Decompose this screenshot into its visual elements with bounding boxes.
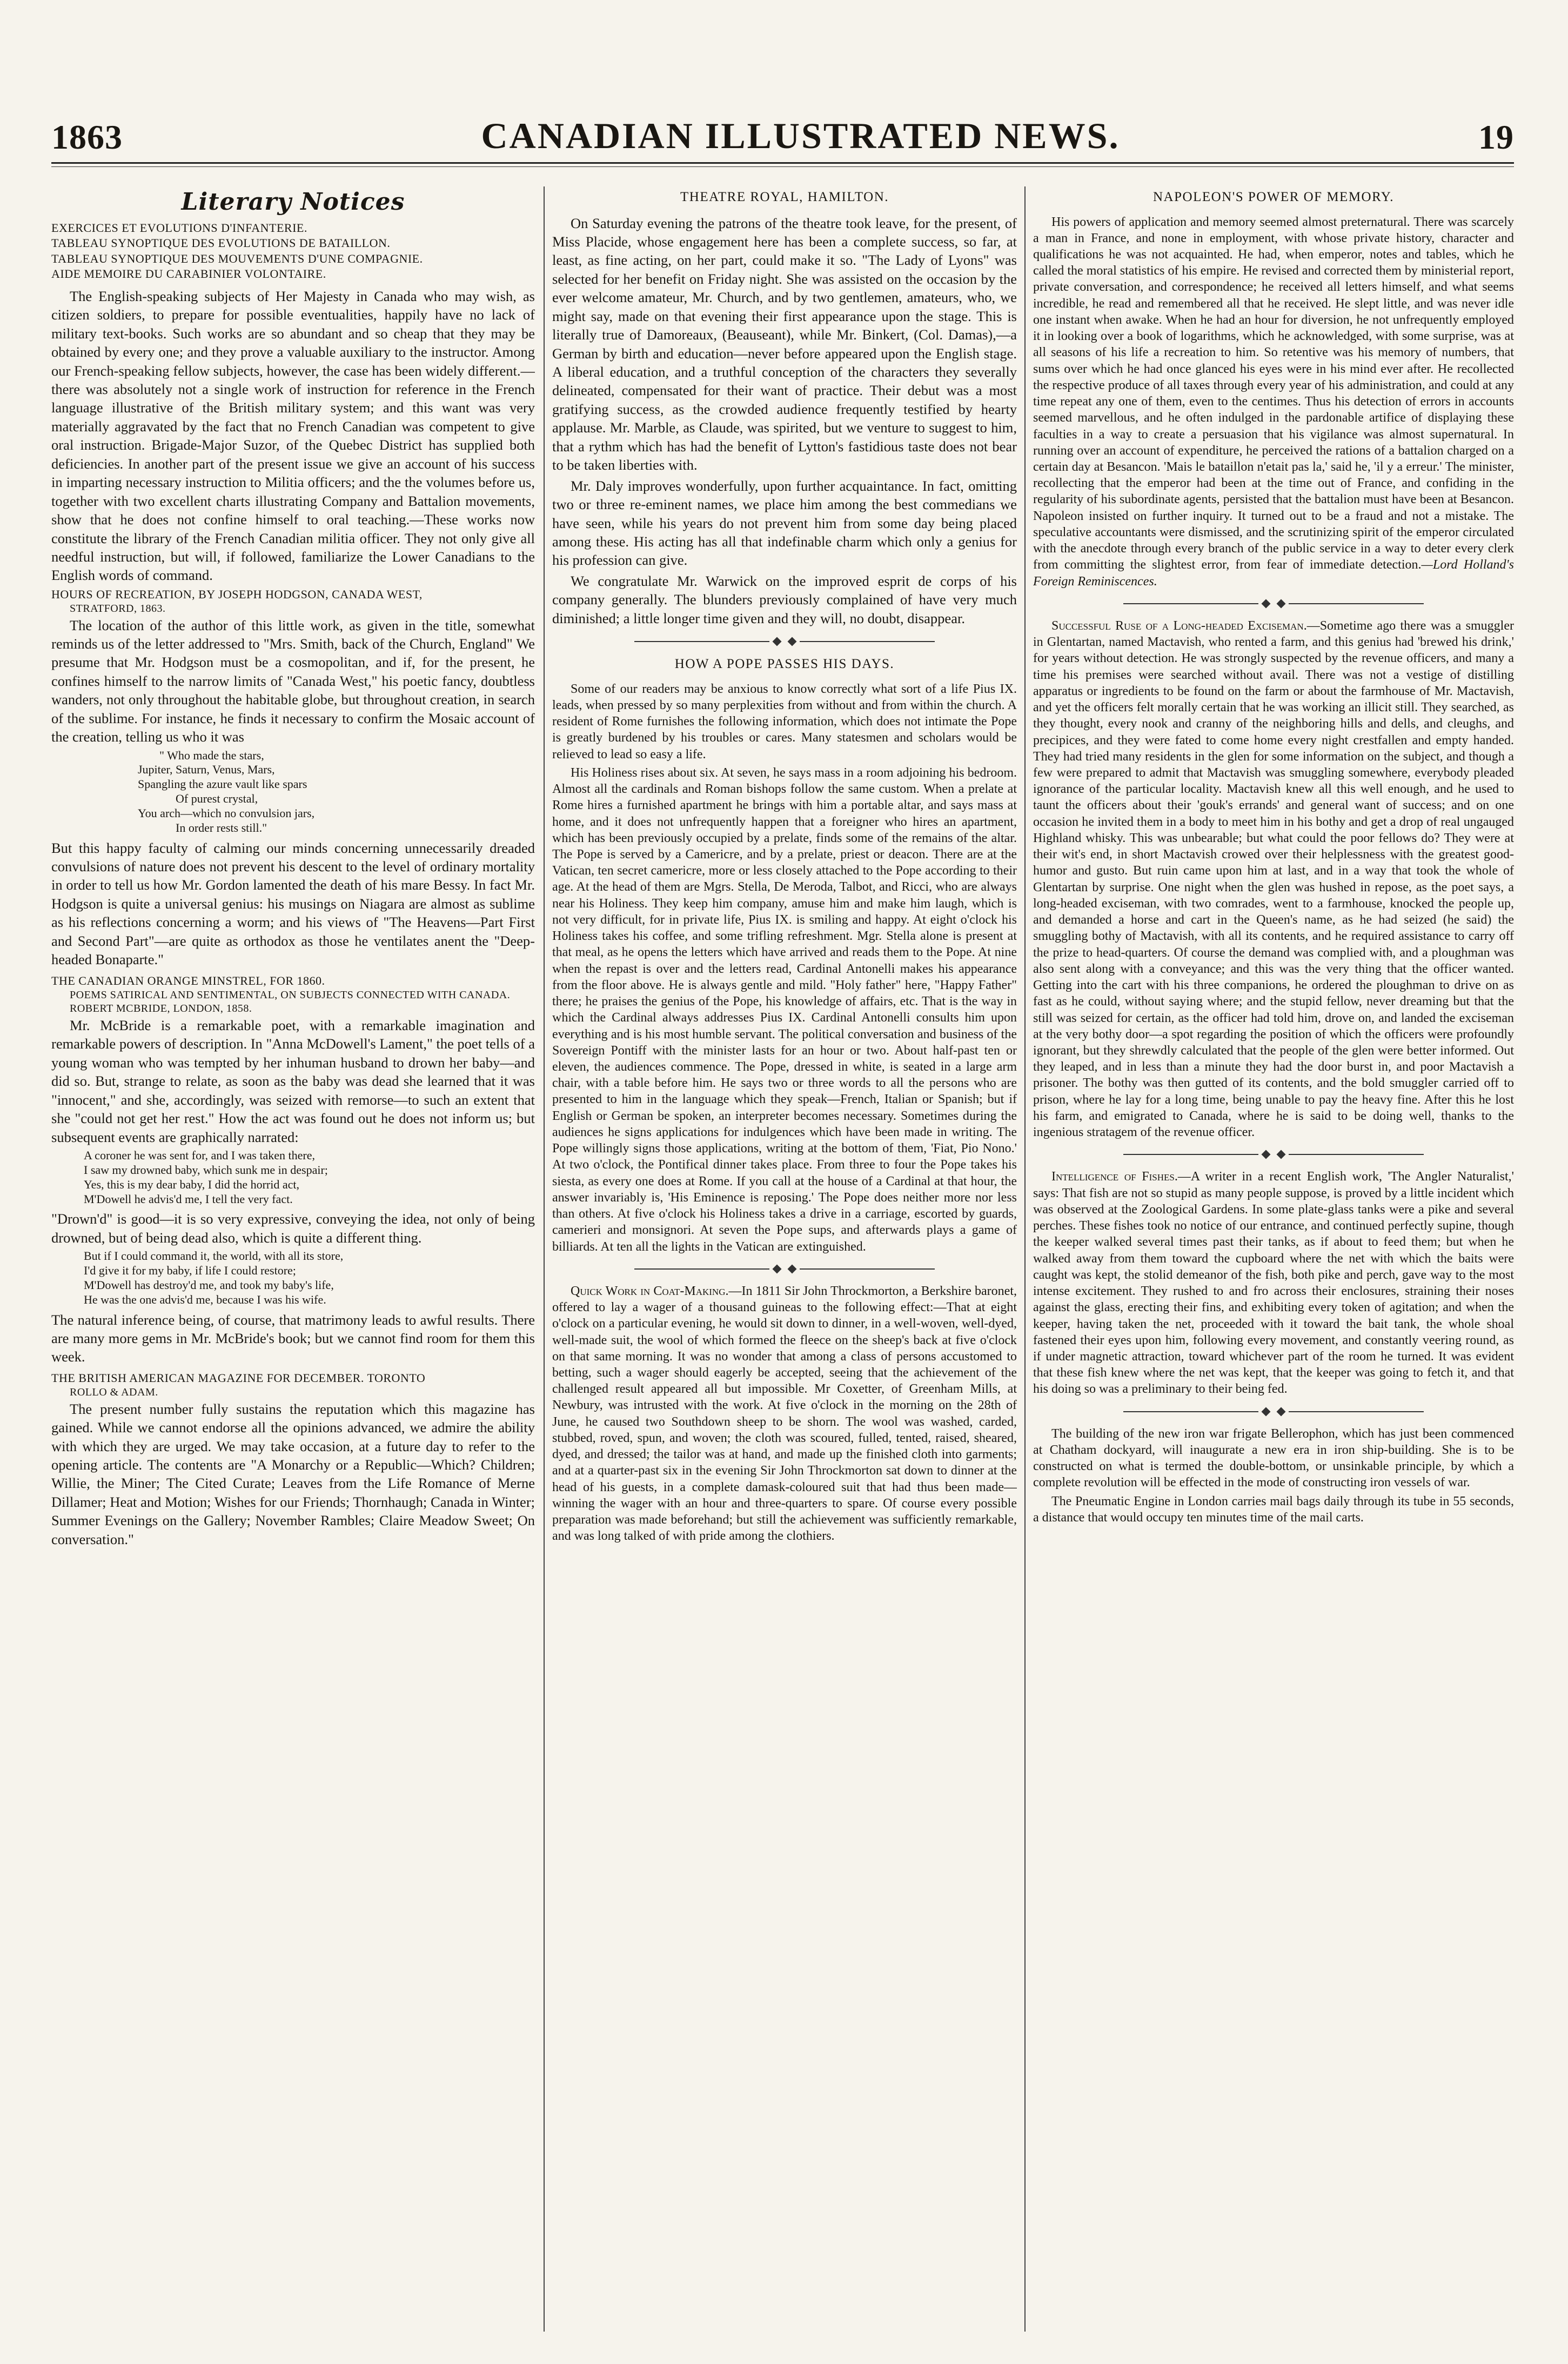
book-title: TABLEAU SYNOPTIQUE DES EVOLUTIONS DE BATAILLON. bbox=[51, 236, 391, 250]
book-title: EXERCICES ET EVOLUTIONS D'INFANTERIE. bbox=[51, 221, 307, 235]
article-paragraph bbox=[1033, 1168, 1514, 1397]
poem-line: Jupiter, Saturn, Venus, Mars, bbox=[138, 763, 275, 777]
masthead-rule bbox=[51, 162, 1514, 164]
ornamental-divider bbox=[1033, 1408, 1514, 1415]
article-paragraph: The Pneumatic Engine in London carries mail bags daily through its tube in 55 seconds, a distance that would occupy ten minutes time of the mail carts. bbox=[1033, 1494, 1514, 1525]
paragraph-lead-in: Quick Work in Coat-Making. bbox=[571, 1284, 729, 1298]
book-title: TABLEAU SYNOPTIQUE DES MOUVEMENTS D'UNE COMPAGNIE. bbox=[51, 251, 423, 265]
review-paragraph: "Drown'd" is good—it is so very expressive, conveying the idea, not only of being drowned, but of being dead also, which is quite a different thing. bbox=[51, 1211, 535, 1246]
review-paragraph: The English-speaking subjects of Her Majesty in Canada who may wish, as citizen soldiers, to prepare for possible eventualities, happily have no lack of military text-books. Such works are so abundant and so cheap that they may be obtained by every one; and they prove a valuable auxiliary to the instructor. Among our French-speaking fellow subjects, however, the case has been widely different.—there was absolutely not a single work of instruction for reference in the French language illustrative of the British military system; and this want was very materially aggravated by the fact that no French Canadian was competent to give oral instruction. Brigade-Major Suzor, of the Quebec District has supplied both deficiencies. In another part of the present issue we give an account of his success in imparting necessary instruction to Militia officers; and the the volumes before us, together with two excellent charts illustrating Company and Battalion movements, show that he does not confine himself to oral teaching.—These works now constitute the library of the French Canadian militia officer. They not only give all needful instruction, but will, if followed, familiarize the Lower Canadians to the English words of command. bbox=[51, 288, 535, 584]
page-number: 19 bbox=[1478, 118, 1514, 156]
article-paragraph: On Saturday evening the patrons of the theatre took leave, for the present, of Miss Placide, whose engagement here has been a complete success, so far, at least, as fine acting, on her part, could make it so. "The Lady of Lyons" was selected for her benefit on Friday night. She was assisted on the occasion by the ever welcome amateur, Mr. Church, and by two gentlemen, amateurs, who, we might say, made on that evening their first appearance upon the stage. This is literally true of Damoreaux, (Beauseant), while Mr. Binkert, (Col. Damas),—a German by birth and education—never before appeared upon the English stage. A liberal education, and a truthful conception of the characters they severally delineated, compensated for their want of practice. Their debut was a most gratifying success, as the crowded audience frequently testified by hearty applause. Mr. Marble, as Claude, was spirited, but we venture to suggest to him, that a rythm which has had the benefit of Lytton's fastidious taste does not bear to be taken liberties with. bbox=[552, 215, 1017, 473]
poem-line: Yes, this is my dear baby, I did the horrid act, bbox=[84, 1177, 299, 1191]
review-paragraph: The location of the author of this little work, as given in the title, somewhat reminds us of the letter addressed to "Mrs. Smith, back of the Church, England" We presume that Mr. Hodgson must be a cosmopolitan, and if, for the present, he confines himself to the narrow limits of "Canada West," his poetic fancy, doubtless wanders, not only throughout the habitable globe, but throughout creation, in search of the sublime. For instance, he finds it necessary to confirm the Mosaic account of the creation, telling us who it was bbox=[51, 617, 535, 745]
article-paragraph bbox=[1033, 618, 1514, 1141]
poem-line: M'Dowell he advis'd me, I tell the very fact. bbox=[84, 1192, 293, 1206]
column-divider bbox=[544, 186, 545, 2332]
article-heading: NAPOLEON'S POWER OF MEMORY. bbox=[1153, 190, 1394, 204]
poem-line: He was the one advis'd me, because I was his wife. bbox=[84, 1292, 326, 1306]
review-paragraph: The natural inference being, of course, that matrimony leads to awful results. There are many more gems in Mr. McBride's book; but we cannot find room for them this week. bbox=[51, 1311, 535, 1365]
poem-line: M'Dowell has destroy'd me, and took my baby's life, bbox=[84, 1278, 334, 1292]
masthead-rule-thin bbox=[51, 166, 1514, 167]
review-paragraph: Mr. McBride is a remarkable poet, with a remarkable imagination and remarkable powers of description. In "Anna McDowell's Lament," the poet tells of a young woman who was tempted by her inhuman husband to drown her baby—and did so. But, strange to relate, as soon as the baby was dead she learned that it was "innocent," and she, accordingly, was seized with remorse—to such an extent that she "could not get her rest." How the act was found out he does not inform us; but subsequent events are graphically narrated: bbox=[51, 1017, 535, 1145]
article-heading: THEATRE ROYAL, HAMILTON. bbox=[680, 190, 889, 204]
poem-line: I'd give it for my baby, if life I could restore; bbox=[84, 1264, 296, 1278]
poem-line: But if I could command it, the world, with all its store, bbox=[84, 1249, 344, 1263]
paragraph-body: —Sometime ago there was a smuggler in Glentartan, named Mactavish, who rented a farm, and this genius had 'brewed his drink,' for years without detection. He was strongly suspected by the revenue officers, and many a time his premises were searched without avail. There was not a vestige of distilling apparatus or ingredients to be found on the farm or about the farmhouse of Mr. Mactavish, and yet the officers felt morally certain that he was working an illicit still. They searched, as they thought, every nook and cranny of the neighboring hills and dells, and cleughs, and precipices, and they were fated to come home every night crestfallen and empty handed. They had tried many residents in the glen for some information on the subject, and though a few were prepared to admit that Mactavish was smuggling somewhere, everybody pleaded ignorance of the particular locality. Mactavish knew all this well enough, and he used to taunt the officers about their 'gouk's errands' and general want of success; and on one occasion he invited them in a body to meet him in his bothy and get a drop of real ungauged Highland whisky. This was unbearable; but what could the poor fellows do? They were at their wit's end, in short Mactavish crowed over their helplessness with the greatest good-humor and gusto. But ruin came upon him at last, and in a way that took the whole of Glentartan by surprise. One night when the glen was hushed in repose, as the poet says, a long-headed exciseman, with two comrades, went to a farmhouse, knocked the people up, and demanded a horse and cart in the Queen's name, as he had seized (he said) the smuggling bothy of Mactavish, with all its contents, and he required assistance to carry off the prize to head-quarters. Of course the demand was complied with, and a ploughman was also sent along with a conveyance; and this was the very thing that the officer wanted. Getting into the cart with his three companions, he ordered the ploughman to drive on as fast as he could, without saying where; and the stupid fellow, never dreaming but that the still was seized for certain, as the officer had told him, drove on, and landed the exciseman at the very bothy door—a spot regarding the position of which the officers were profoundly ignorant, but they shrewdly calculated that the people of the glen were better informed. Out they leaped, and in less than a minute they had the door burst in, and poor Mactavish a prisoner. The bothy was then gutted of its contents, and the bold smuggler carried off to prison, where he lay for a long time, being unable to pay the heavy fine. After this he lost his farm, and emigrated to Canada, where he is said to be doing well, thanks to the ingenious stratagem of the revenue officer. bbox=[1033, 618, 1514, 1140]
article-paragraph bbox=[552, 1283, 1017, 1545]
ornamental-divider bbox=[552, 638, 1017, 645]
poem-excerpt bbox=[51, 1148, 535, 1206]
column-literary-notices bbox=[51, 186, 535, 2332]
paragraph-lead-in: Intelligence of Fishes. bbox=[1051, 1170, 1178, 1184]
poem-line: A coroner he was sent for, and I was taken there, bbox=[84, 1148, 315, 1163]
poem-line: I saw my drowned baby, which sunk me in despair; bbox=[84, 1163, 328, 1177]
ornamental-divider bbox=[1033, 600, 1514, 607]
poem-line: In order rests still." bbox=[176, 820, 267, 834]
ornamental-divider bbox=[1033, 1151, 1514, 1158]
poem-line: Spangling the azure vault like spars bbox=[138, 777, 307, 791]
paragraph-body: His powers of application and memory seemed almost preternatural. There was scarcely a man in France, and none in employment, with whose private history, character and qualifications he was not acquainted. He had, when emperor, notes and tables, which he called the moral statistics of his empire. He revised and corrected them by ministerial report, private conversation, and correspondence; he received all letters himself, and what seems incredible, he read and remembered all that he received. He slept little, and was never idle one instant when awake. When he had an hour for diversion, he not unfrequently employed it in looking over a book of logarithms, which he acknowledged, with some surprise, was at all seasons of his life a recreation to him. So retentive was his memory of numbers, that sums over which he had once glanced his eyes were in his mind ever after. He recollected the respective produce of all taxes through every year of his administration, and could at any time repeat any one of them, even to the centimes. Thus his detection of errors in accounts seemed marvellous, and he often indulged in the pardonable artifice of displaying these faculties in a way to create a persuasion that his vigilance was almost supernatural. In running over an account of expenditure, he perceived the rations of a battalion charged on a certain day at Besancon. 'Mais le bataillon n'etait pas la,' said he, 'il y a erreur.' The minister, recollecting that the emperor had been at the time out of France, and confiding in the regularity of his subordinate agents, persisted that the battalion must have been at Besancon. Napoleon insisted on further inquiry. It turned out to be a fraud and not a mistake. The speculative accountants were dismissed, and the scrutinizing spirit of the emperor circulated with the anecdote through every branch of the public service in a way to deter every clerk from committing the slightest error, from fear of immediate detection. bbox=[1033, 215, 1514, 572]
book-subtitle: ROLLO & ADAM. bbox=[70, 1386, 158, 1399]
column-theatre-and-pope bbox=[552, 186, 1017, 2332]
poem-line: Of purest crystal, bbox=[176, 792, 258, 806]
book-title: THE CANADIAN ORANGE MINSTREL, FOR 1860. bbox=[51, 973, 325, 987]
book-title: AIDE MEMOIRE DU CARABINIER VOLONTAIRE. bbox=[51, 266, 326, 281]
year: 1863 bbox=[51, 118, 123, 156]
column-miscellany bbox=[1033, 186, 1514, 2332]
column-divider bbox=[1024, 186, 1026, 2332]
article-paragraph: We congratulate Mr. Warwick on the improved esprit de corps of his company generally. The blunders previously complained of have very much diminished; a little longer time given and they will, no doubt, disappear. bbox=[552, 572, 1017, 626]
paragraph-body: —A writer in a recent English work, 'The Angler Naturalist,' says: That fish are not so stupid as many people suppose, is proved by a little incident which was observed at the Zoological Gardens. In some plate-glass tanks were a pike and several perches. These fishes took no notice of our entrance, and continued perfectly supine, though the keeper walked several times past their tanks, as if about to feed them; but when he walked away from them toward the cupboard where the net with which the baits were caught was kept, the stolid demeanor of the fish, both pike and perch, gave way to the most intense excitement. They rushed to and fro across their enclosures, straining their noses against the glass, erecting their fins, and exhibiting every token of agitation; and when the keeper, having taken the net, proceeded with it toward the bait tank, the whole shoal fastened their eyes upon him, following every movement, and constantly veering round, as if under magnetic attraction, toward whichever part of the room he turned. It was evident that these fish knew where the net was kept, that the keeper was going to fetch it, and that his doing so was a preliminary to their being fed. bbox=[1033, 1170, 1514, 1397]
review-paragraph: The present number fully sustains the reputation which this magazine has gained. While we cannot endorse all the opinions advanced, we admire the ability with which they are urged. We may take occasion, at a future day to refer to the opening article. The contents are "A Monarchy or a Republic—Which? Children; Willie, the Miner; The Cited Curate; Leaves from the Life Romance of Merne Dillamer; Heat and Motion; Wishes for our Friends; Thornhaugh; Canada in Winter; Summer Evenings on the Gallery; November Rambles; Claire Meadow Sweet; On conversation." bbox=[51, 1400, 535, 1547]
poem-line: " Who made the stars, bbox=[159, 748, 264, 762]
book-subtitle: POEMS SATIRICAL AND SENTIMENTAL, ON SUBJECTS CONNECTED WITH CANADA. ROBERT MCBRIDE, LONDON, 1858. bbox=[70, 989, 511, 1015]
poem-excerpt bbox=[51, 749, 535, 836]
masthead bbox=[51, 111, 1514, 157]
article-paragraph: The building of the new iron war frigate Bellerophon, which has just been commenced at Chatham dockyard, will inaugurate a new era in iron ship-building. She is to be constructed on what is termed the double-bottom, or unsinkable principle, by which a complete revolution will be effected in the mode of constructing iron vessels of war. bbox=[1033, 1426, 1514, 1490]
article-paragraph: His Holiness rises about six. At seven, he says mass in a room adjoining his bedroom. Almost all the cardinals and Roman bishops follow the same custom. When a prelate at Rome hires a furnished apartment he brings with him a portable altar, and says mass at home, and it does not unfrequently happen that a foreigner who hires an apartment, which has been previously occupied by a prelate, finds some of the remains of the altar. The Pope is served by a Camericre, and by a prelate, priest or deacon. There are at the Vatican, ten secret camericre, more or less closely attached to the Pope according to their age. At the head of them are Mgrs. Stella, De Meroda, Talbot, and Ricci, who are always near his Holiness. They keep him company, amuse him and make him laugh, which is not very difficult, for in private life, Pius IX. is smiling and happy. At eight o'clock his Holiness takes his coffee, and some trifling refreshment. Mgr. Stella alone is present at that meal, as he opens the letters which have arrived and reads them to the Pope. At nine when the repast is over and the letters read, Cardinal Antonelli makes his appearance from the floor above. He is always gentle and mild. "Holy father" here, "Happy Father" there; he praises the genius of the Pope, his knowledge of affairs, etc. That is the way in which the Cardinal always addresses Pius IX. Cardinal Antonelli consults him upon everything and is his most humble servant. The political conversation and business of the Sovereign Pontiff with the minister lasts for an hour or two. About half-past ten or eleven, the audiences commence. The Pope, dressed in white, is seated in a large arm chair, with a table before him. He says two or three words to all the persons who are presented to him in the language which they speak—French, Italian or Spanish; but if English or German be spoken, an interpreter becomes necessary. Sometimes during the audiences he signs applications for indulgences which have been made in writing. The Pope willingly signs those applications, writing at the bottom of them, 'Fiat, Pio Nono.' At two o'clock, the Pontifical dinner takes place. From three to four the Pope takes his siesta, as every one does at Rome. If you call at the house of a Cardinal at that hour, the answer invariably is, 'His Eminence is reposing.' The Pope does neither more nor less than others. At five o'clock his Holiness takes a drive in a carriage, escorted by guards, camerieri and monsignori. At seven the Pope sups, and afterwards plays a game of billiards. At ten all the lights in the Vatican are extinguished. bbox=[552, 765, 1017, 1254]
source-credit: —Lord Holland's Foreign Reminiscences. bbox=[1033, 558, 1514, 589]
paragraph-body: —In 1811 Sir John Throckmorton, a Berkshire baronet, offered to lay a wager of a thousand guineas to the following effect:—That at eight o'clock on a particular evening, he would sit down to dinner, in a well-woven, well-dyed, well-made suit, the wool of which formed the fleece on the sheep's back at five o'clock on that same morning. It was no wonder that among a class of persons accustomed to betting, such a wager should eagerly be accepted, seeing that the achievement of the challenged result appeared all but impossible. Mr Coxetter, of Greenham Mills, at Newbury, was intrusted with the work. At five o'clock in the morning on the 28th of June, he caused two Southdown sheep to be shorn. The wool was washed, carded, stubbed, roved, spun, and woven; the cloth was scoured, fulled, tented, raised, sheared, dyed, and dressed; the tailor was at hand, and made up the finished cloth into garments; and at a quarter-past six in the evening Sir John Throckmorton sat down to dinner at the head of his guests, in a complete damask-coloured suit that had thus been made—winning the wager with an hour and three-quarters to spare. Of course every possible preparation was made beforehand; but still the achievement was sufficiently remarkable, and was long talked of with pride among the clothiers. bbox=[552, 1284, 1017, 1544]
book-subtitle: STRATFORD, 1863. bbox=[70, 602, 166, 615]
article-paragraph: Some of our readers may be anxious to know correctly what sort of a life Pius IX. leads, when pressed by so many perplexities from without and from within the church. A resident of Rome furnishes the following information, which does not intimate the Pope is greatly burdened by his troubles or cares. Many statesmen and scholars would be relieved to lead so easy a life. bbox=[552, 682, 1017, 762]
book-title: THE BRITISH AMERICAN MAGAZINE FOR DECEMBER. TORONTO bbox=[51, 1371, 426, 1385]
book-title: HOURS OF RECREATION, BY JOSEPH HODGSON, CANADA WEST, bbox=[51, 587, 423, 601]
poem-line: You arch—which no convulsion jars, bbox=[138, 806, 315, 820]
ornamental-divider bbox=[552, 1266, 1017, 1272]
paragraph-lead-in: Successful Ruse of a Long-headed Exciseman. bbox=[1051, 618, 1307, 633]
article-paragraph bbox=[1033, 214, 1514, 590]
article-paragraph: Mr. Daly improves wonderfully, upon further acquaintance. In fact, omitting two or three re-eminent names, we place him among the best commedians we have seen, while his years do not prevent him from some day being placed among these. His acting has all that indefinable charm which only a genius for his profession can give. bbox=[552, 477, 1017, 569]
poem-excerpt bbox=[51, 1249, 535, 1307]
article-heading: HOW A POPE PASSES HIS DAYS. bbox=[674, 657, 895, 672]
newspaper-title: CANADIAN ILLUSTRATED NEWS. bbox=[481, 115, 1120, 156]
review-paragraph: But this happy faculty of calming our minds concerning unnecessarily dreaded convulsions of nature does not prevent his descent to the level of ordinary mortality in order to tell us how Mr. Gordon lamented the death of his mare Bessy. In fact Mr. Hodgson is quite a universal genius: his musings on Niagara are almost as sublime as his reflections concerning a worm; and his views of "The Heavens—Part First and Second Part"—are quite as orthodox as those he ventilates anent the "Deep-headed Bonaparte." bbox=[51, 839, 535, 968]
section-title: Literary Notices bbox=[181, 188, 405, 216]
